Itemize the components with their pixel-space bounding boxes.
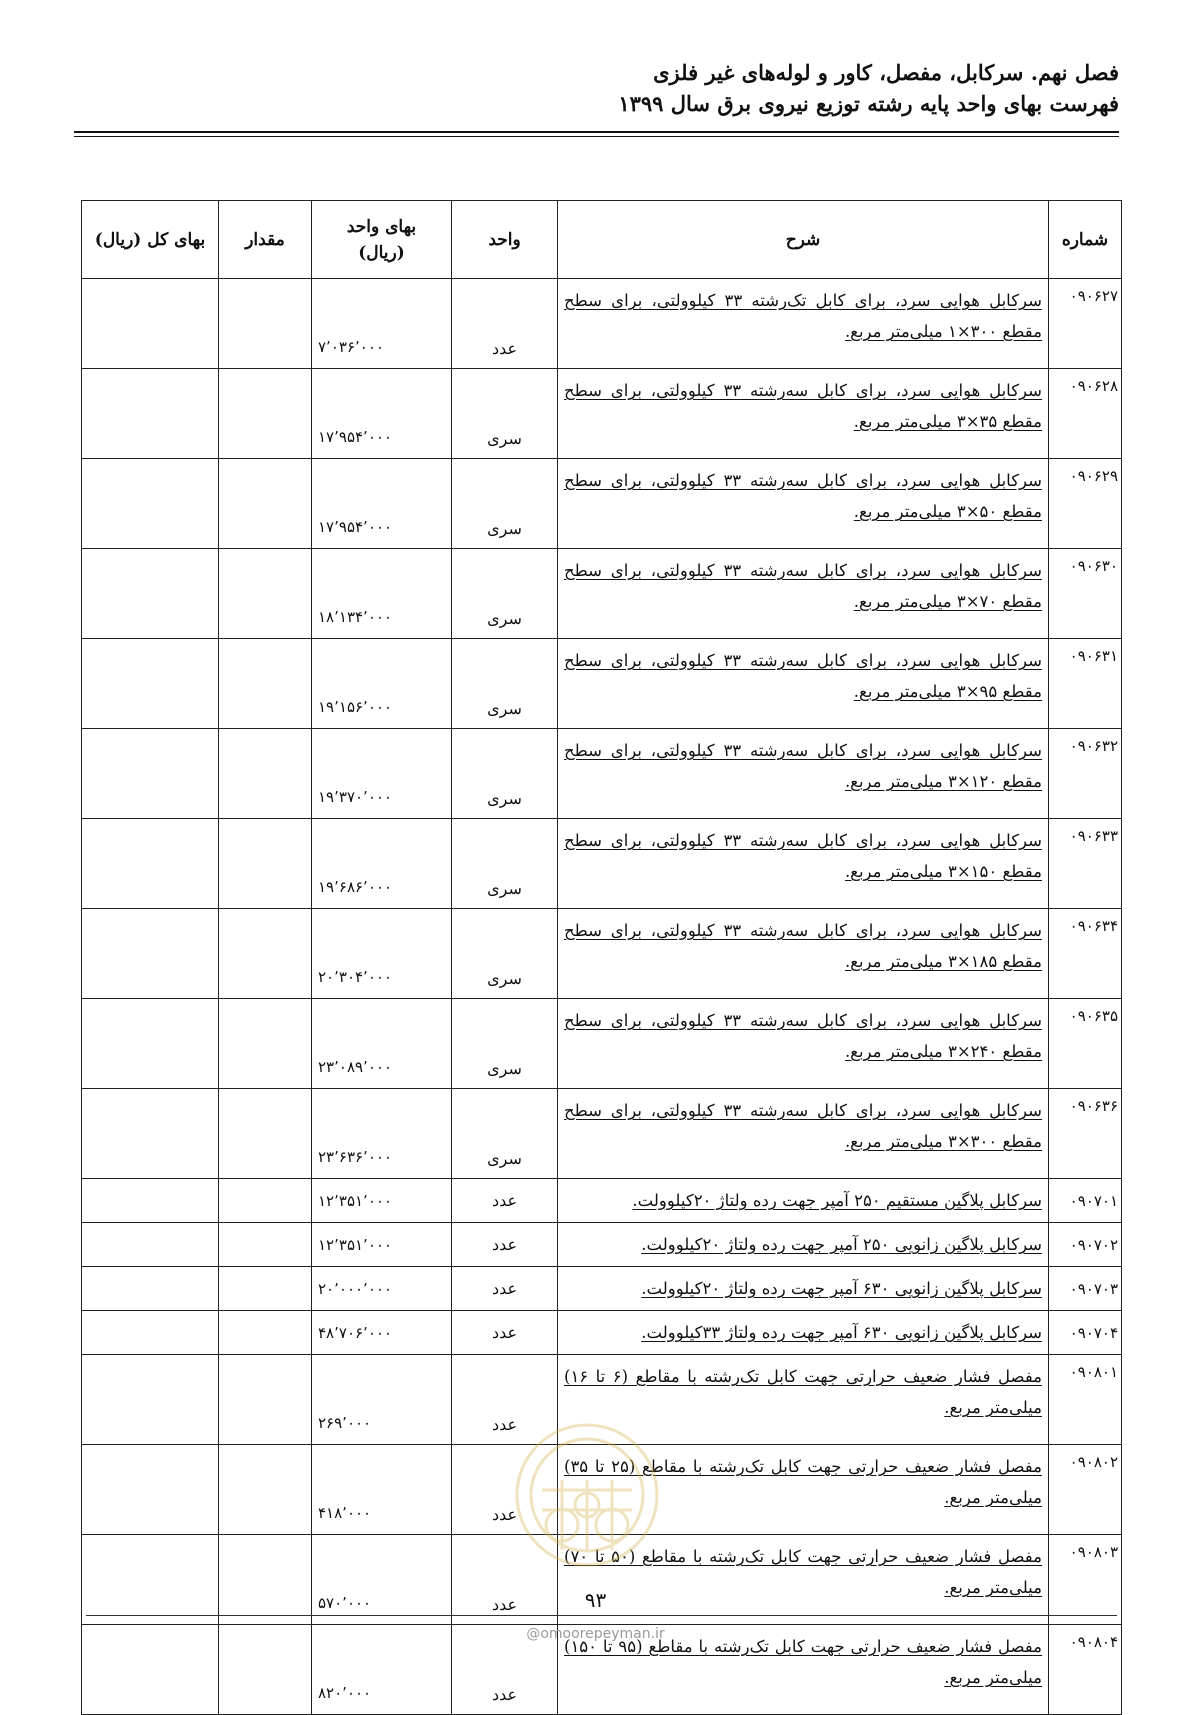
item-description-text: مفصل فشار ضعیف حرارتی جهت کابل تک‌رشته با مقاطع (۶ تا ۱۶) میلی‌متر مربع. <box>564 1367 1043 1417</box>
item-total-price-cell <box>82 1355 219 1445</box>
item-total-price-cell <box>82 729 219 819</box>
item-unit-price-cell: ۵۷۰٬۰۰۰ <box>312 1535 452 1625</box>
item-quantity-cell <box>219 729 312 819</box>
item-unit-cell: عدد <box>452 1445 558 1535</box>
item-total-price-cell <box>82 1311 219 1355</box>
table-row <box>82 459 1122 549</box>
item-total-price-cell <box>82 999 219 1089</box>
item-unit-cell: عدد <box>452 1535 558 1625</box>
item-description-text: مفصل فشار ضعیف حرارتی جهت کابل تک‌رشته با مقاطع (۹۵ تا ۱۵۰) میلی‌متر مربع. <box>564 1637 1042 1687</box>
item-unit-price-cell: ۱۷٬۹۵۴٬۰۰۰ <box>312 459 452 549</box>
item-code-cell: ۰۹۰۶۳۱ <box>1049 639 1122 729</box>
item-total-price-cell <box>82 1267 219 1311</box>
table-row <box>82 549 1122 639</box>
item-description-cell <box>558 819 1049 909</box>
table-header-row <box>82 201 1122 279</box>
item-description-text: سرکابل هوایی سرد، برای کابل سه‌رشته ۳۳ کیلوولتی، برای سطح مقطع ۱۸۵×۳ میلی‌متر مربع. <box>564 921 1042 971</box>
item-quantity-cell <box>219 819 312 909</box>
item-total-price-cell <box>82 1223 219 1267</box>
item-unit-cell: سری <box>452 819 558 909</box>
item-description-text: سرکابل هوایی سرد، برای کابل سه‌رشته ۳۳ کیلوولتی، برای سطح مقطع ۹۵×۳ میلی‌متر مربع. <box>564 651 1042 701</box>
item-quantity-cell <box>219 369 312 459</box>
item-unit-cell: سری <box>452 999 558 1089</box>
item-description-cell <box>558 1267 1049 1311</box>
table-row <box>82 1179 1122 1223</box>
item-quantity-cell <box>219 1355 312 1445</box>
item-total-price-cell <box>82 549 219 639</box>
item-quantity-cell <box>219 459 312 549</box>
item-code-cell: ۰۹۰۷۰۳ <box>1049 1267 1122 1311</box>
item-quantity-cell <box>219 279 312 369</box>
item-code-cell: ۰۹۰۶۲۷ <box>1049 279 1122 369</box>
table-row <box>82 279 1122 369</box>
item-description-cell <box>558 459 1049 549</box>
column-header-unit: واحد <box>452 201 558 279</box>
item-description-cell <box>558 279 1049 369</box>
table-row <box>82 729 1122 819</box>
item-description-text: مفصل فشار ضعیف حرارتی جهت کابل تک‌رشته با مقاطع (۵۰ تا ۷۰) میلی‌متر مربع. <box>564 1547 1042 1597</box>
item-total-price-cell <box>82 1179 219 1223</box>
item-unit-price-cell: ۱۹٬۱۵۶٬۰۰۰ <box>312 639 452 729</box>
item-description-text: سرکابل هوایی سرد، برای کابل سه‌رشته ۳۳ کیلوولتی، برای سطح مقطع ۳۵×۳ میلی‌متر مربع. <box>564 381 1042 431</box>
item-quantity-cell <box>219 639 312 729</box>
column-header-code: شماره <box>1049 201 1122 279</box>
item-description-text: سرکابل هوایی سرد، برای کابل سه‌رشته ۳۳ کیلوولتی، برای سطح مقطع ۷۰×۳ میلی‌متر مربع. <box>564 561 1042 611</box>
table-row <box>82 639 1122 729</box>
item-unit-cell: سری <box>452 639 558 729</box>
table-row <box>82 1223 1122 1267</box>
website-watermark: @omoorepeyman.ir <box>526 1626 665 1642</box>
table-row <box>82 1089 1122 1179</box>
omoor-peyman-seal-icon <box>512 1420 662 1570</box>
item-unit-price-cell: ۱۹٬۳۷۰٬۰۰۰ <box>312 729 452 819</box>
item-unit-price-cell: ۲۳٬۶۳۶٬۰۰۰ <box>312 1089 452 1179</box>
unit-price-header-line1: بهای واحد <box>346 216 417 237</box>
item-description-text: سرکابل هوایی سرد، برای کابل سه‌رشته ۳۳ کیلوولتی، برای سطح مقطع ۵۰×۳ میلی‌متر مربع. <box>564 471 1042 521</box>
item-unit-cell: سری <box>452 459 558 549</box>
item-unit-price-cell: ۱۲٬۳۵۱٬۰۰۰ <box>312 1223 452 1267</box>
item-unit-price-cell: ۲۳٬۰۸۹٬۰۰۰ <box>312 999 452 1089</box>
item-description-cell <box>558 369 1049 459</box>
item-code-cell: ۰۹۰۶۳۴ <box>1049 909 1122 999</box>
item-code-cell: ۰۹۰۷۰۲ <box>1049 1223 1122 1267</box>
item-description-cell <box>558 639 1049 729</box>
item-unit-cell: عدد <box>452 1311 558 1355</box>
item-quantity-cell <box>219 1089 312 1179</box>
item-code-cell: ۰۹۰۶۲۸ <box>1049 369 1122 459</box>
item-unit-price-cell: ۱۷٬۹۵۴٬۰۰۰ <box>312 369 452 459</box>
item-unit-cell: عدد <box>452 1355 558 1445</box>
item-unit-cell: سری <box>452 729 558 819</box>
item-total-price-cell <box>82 369 219 459</box>
item-unit-cell: عدد <box>452 279 558 369</box>
item-unit-cell: عدد <box>452 1267 558 1311</box>
item-quantity-cell <box>219 1223 312 1267</box>
item-code-cell: ۰۹۰۷۰۴ <box>1049 1311 1122 1355</box>
item-description-cell <box>558 729 1049 819</box>
item-unit-price-cell: ۱۹٬۶۸۶٬۰۰۰ <box>312 819 452 909</box>
item-unit-price-cell: ۴۱۸٬۰۰۰ <box>312 1445 452 1535</box>
item-description-text: سرکابل هوایی سرد، برای کابل سه‌رشته ۳۳ کیلوولتی، برای سطح مقطع ۱۲۰×۳ میلی‌متر مربع. <box>564 741 1042 791</box>
item-code-cell: ۰۹۰۷۰۱ <box>1049 1179 1122 1223</box>
column-header-description: شرح <box>558 201 1049 279</box>
item-total-price-cell <box>82 459 219 549</box>
item-code-cell: ۰۹۰۸۰۳ <box>1049 1535 1122 1625</box>
item-unit-price-cell: ۷٬۰۳۶٬۰۰۰ <box>312 279 452 369</box>
item-unit-price-cell: ۱۸٬۱۳۴٬۰۰۰ <box>312 549 452 639</box>
item-code-cell: ۰۹۰۸۰۴ <box>1049 1625 1122 1715</box>
item-quantity-cell <box>219 999 312 1089</box>
item-unit-price-cell: ۸۲۰٬۰۰۰ <box>312 1625 452 1715</box>
item-total-price-cell <box>82 279 219 369</box>
item-description-text: سرکابل هوایی سرد، برای کابل تک‌رشته ۳۳ کیلوولتی، برای سطح مقطع ۳۰۰×۱ میلی‌متر مربع. <box>564 291 1042 341</box>
table-row <box>82 819 1122 909</box>
item-quantity-cell <box>219 549 312 639</box>
item-description-cell <box>558 909 1049 999</box>
item-total-price-cell <box>82 1445 219 1535</box>
item-unit-price-cell: ۴۸٬۷۰۶٬۰۰۰ <box>312 1311 452 1355</box>
item-code-cell: ۰۹۰۶۳۲ <box>1049 729 1122 819</box>
item-code-cell: ۰۹۰۶۳۵ <box>1049 999 1122 1089</box>
item-description-cell <box>558 1089 1049 1179</box>
table-row <box>82 909 1122 999</box>
item-code-cell: ۰۹۰۶۳۰ <box>1049 549 1122 639</box>
column-header-quantity: مقدار <box>219 201 312 279</box>
item-unit-cell: عدد <box>452 1179 558 1223</box>
item-code-cell: ۰۹۰۶۳۳ <box>1049 819 1122 909</box>
item-unit-cell: سری <box>452 1089 558 1179</box>
item-code-cell: ۰۹۰۶۲۹ <box>1049 459 1122 549</box>
header-rule-thick <box>74 131 1119 133</box>
item-description-text: سرکابل هوایی سرد، برای کابل سه‌رشته ۳۳ کیلوولتی، برای سطح مقطع ۲۴۰×۳ میلی‌متر مربع. <box>564 1011 1042 1061</box>
item-description-text: سرکابل پلاگین زانویی ۶۳۰ آمپر جهت رده ولتاژ ۲۰کیلوولت. <box>641 1279 1042 1298</box>
item-unit-cell: عدد <box>452 1625 558 1715</box>
item-total-price-cell <box>82 639 219 729</box>
item-description-cell <box>558 1223 1049 1267</box>
item-description-text: سرکابل هوایی سرد، برای کابل سه‌رشته ۳۳ کیلوولتی، برای سطح مقطع ۱۵۰×۳ میلی‌متر مربع. <box>564 831 1042 881</box>
item-code-cell: ۰۹۰۸۰۱ <box>1049 1355 1122 1445</box>
item-total-price-cell <box>82 819 219 909</box>
item-unit-price-cell: ۱۲٬۳۵۱٬۰۰۰ <box>312 1179 452 1223</box>
item-quantity-cell <box>219 1179 312 1223</box>
page-header <box>80 58 1119 120</box>
item-code-cell: ۰۹۰۶۳۶ <box>1049 1089 1122 1179</box>
item-description-cell <box>558 1311 1049 1355</box>
document-subtitle: فهرست بهای واحد پایه رشته توزیع نیروی برق سال ۱۳۹۹ <box>618 91 1119 116</box>
item-unit-price-cell: ۲۶۹٬۰۰۰ <box>312 1355 452 1445</box>
footer-rule <box>86 1615 1117 1616</box>
item-description-cell <box>558 549 1049 639</box>
table-row <box>82 1267 1122 1311</box>
item-description-text: مفصل فشار ضعیف حرارتی جهت کابل تک‌رشته با مقاطع (۲۵ تا ۳۵) میلی‌متر مربع. <box>564 1457 1042 1507</box>
item-total-price-cell <box>82 909 219 999</box>
item-description-text: سرکابل پلاگین زانویی ۶۳۰ آمپر جهت رده ولتاژ ۳۳کیلوولت. <box>641 1323 1042 1342</box>
item-quantity-cell <box>219 1445 312 1535</box>
item-total-price-cell <box>82 1089 219 1179</box>
table-row <box>82 1311 1122 1355</box>
table-row <box>82 369 1122 459</box>
item-description-text: سرکابل پلاگین مستقیم ۲۵۰ آمپر جهت رده ولتاژ ۲۰کیلوولت. <box>632 1191 1042 1210</box>
unit-price-header-line2: (ریال) <box>358 242 405 263</box>
item-description-cell <box>558 1179 1049 1223</box>
item-code-cell: ۰۹۰۸۰۲ <box>1049 1445 1122 1535</box>
page-number: ۹۳ <box>584 1588 607 1612</box>
header-rule-thin <box>74 136 1119 137</box>
item-quantity-cell <box>219 1267 312 1311</box>
item-unit-price-cell: ۲۰٬۳۰۴٬۰۰۰ <box>312 909 452 999</box>
item-unit-price-cell: ۲۰٬۰۰۰٬۰۰۰ <box>312 1267 452 1311</box>
item-unit-cell: عدد <box>452 1223 558 1267</box>
item-description-cell <box>558 999 1049 1089</box>
item-quantity-cell <box>219 909 312 999</box>
item-unit-cell: سری <box>452 369 558 459</box>
chapter-title: فصل نهم. سرکابل، مفصل، کاور و لوله‌های غیر فلزی <box>653 60 1119 85</box>
item-description-text: سرکابل هوایی سرد، برای کابل سه‌رشته ۳۳ کیلوولتی، برای سطح مقطع ۳۰۰×۳ میلی‌متر مربع. <box>564 1101 1042 1151</box>
item-unit-cell: سری <box>452 549 558 639</box>
column-header-total-price: بهای کل (ریال) <box>82 201 219 279</box>
item-quantity-cell <box>219 1311 312 1355</box>
item-description-text: سرکابل پلاگین زانویی ۲۵۰ آمپر جهت رده ولتاژ ۲۰کیلوولت. <box>641 1235 1042 1254</box>
item-unit-cell: سری <box>452 909 558 999</box>
column-header-unit-price <box>312 201 452 279</box>
table-row <box>82 999 1122 1089</box>
